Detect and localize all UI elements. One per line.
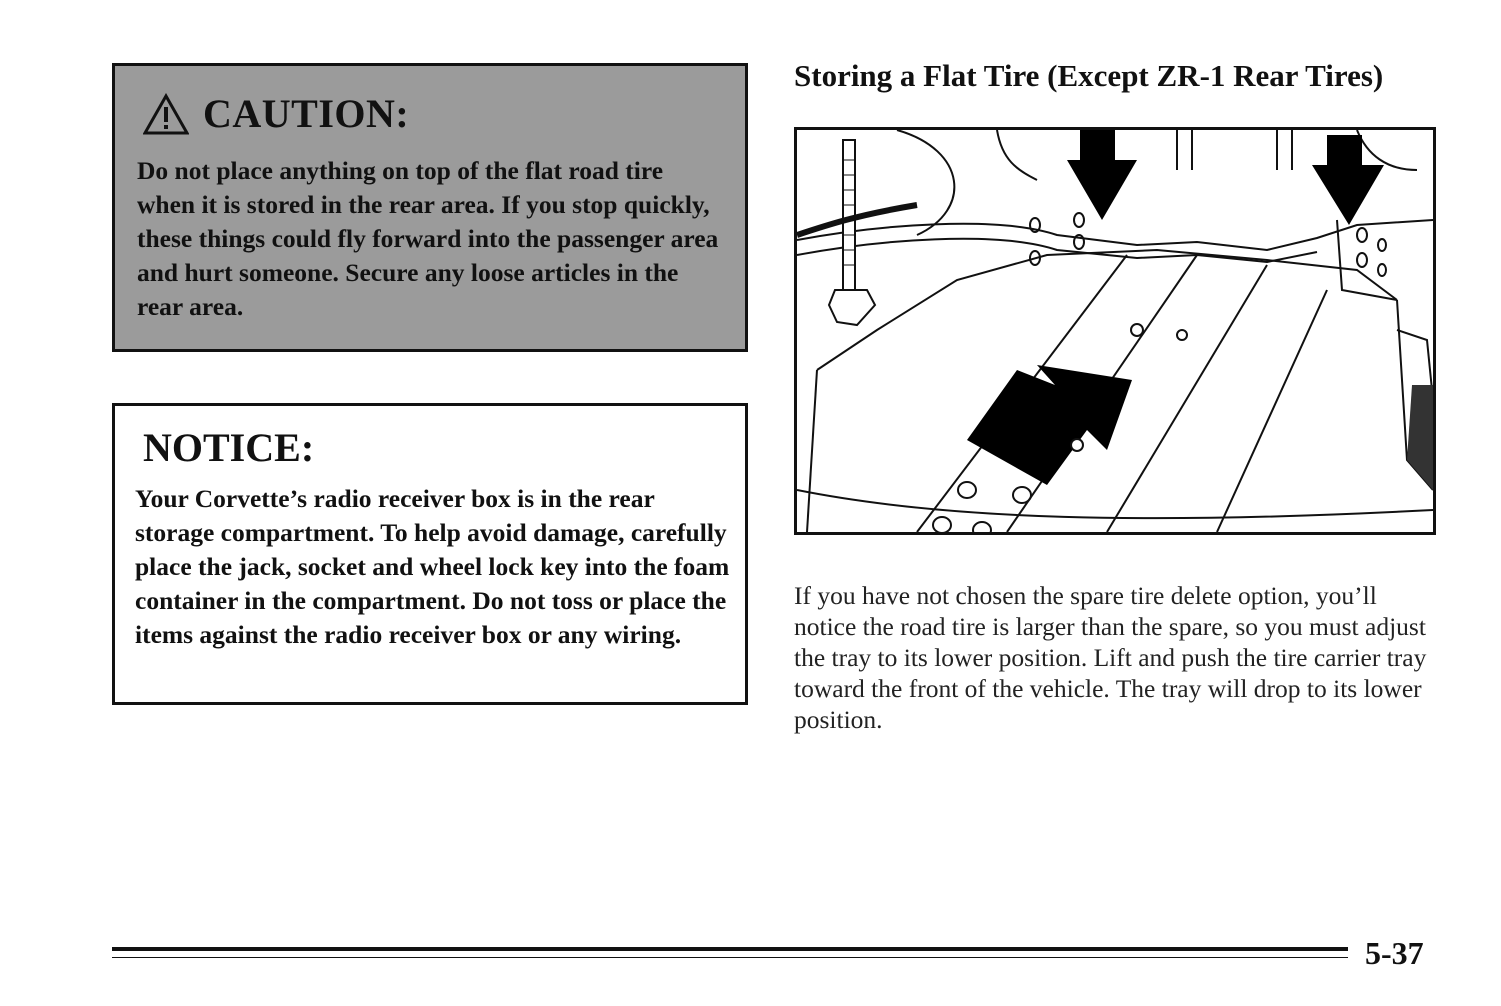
instructions-paragraph: If you have not chosen the spare tire delete option, you’ll notice the road tire is larger than the spare, so you must adjust the tray to its lower position. Lift and push the tire carrier tray toward the front of the vehicle. The tray will drop to its lower position.	[794, 581, 1427, 734]
notice-title: NOTICE:	[143, 425, 315, 470]
caution-header	[143, 90, 409, 137]
push-arrow	[967, 365, 1132, 485]
caution-title: CAUTION:	[203, 91, 410, 136]
down-arrow-left	[1067, 130, 1137, 220]
page-number: 5-37	[1365, 935, 1424, 971]
down-arrow-right	[1312, 135, 1384, 225]
caution-box	[112, 63, 748, 352]
notice-box	[112, 403, 748, 705]
footer-rule	[112, 947, 1348, 951]
warning-triangle-icon	[143, 93, 189, 135]
section-heading: Storing a Flat Tire (Except ZR-1 Rear Tires)	[794, 58, 1384, 93]
storage-compartment-drawing	[797, 130, 1433, 532]
caution-text: Do not place anything on top of the flat road tire when it is stored in the rear area. If you stop quickly, these things could fly forward into the passenger area and hurt someone. Secure any loose articles in the rear area.	[137, 156, 719, 321]
footer-rule-thin	[112, 957, 1348, 958]
tire-tray-illustration	[794, 127, 1436, 535]
notice-text: Your Corvette’s radio receiver box is in the rear storage compartment. To help avoid damage, carefully place the jack, socket and wheel lock key into the foam container in the compartment. Do not toss or place the items against the radio receiver box or any wiring.	[135, 484, 730, 649]
